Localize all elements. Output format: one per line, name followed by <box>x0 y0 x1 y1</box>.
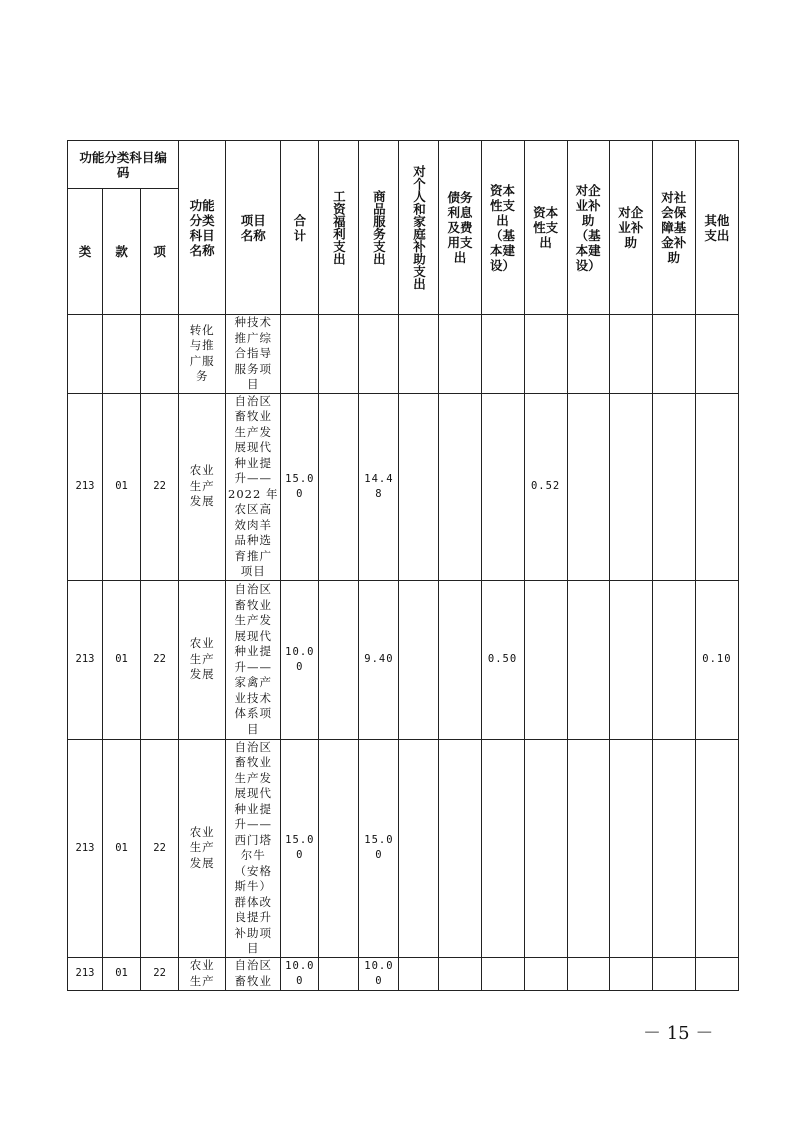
goods-header <box>359 141 399 315</box>
func-name-cell: 农业 生产 发展 <box>179 393 226 580</box>
func-name-cell: 农业 生产 <box>179 957 226 990</box>
xiang-cell: 22 <box>141 739 179 957</box>
other-cell <box>695 957 738 990</box>
enterprise-basic-cell <box>567 739 609 957</box>
table-row <box>68 315 739 394</box>
lei-cell: 213 <box>68 580 103 739</box>
project-name-cell: 自治区 畜牧业 生产发 展现代 种业提 升—— 2022 年 农区高 效肉羊 品种选 育推广 项目 <box>226 393 281 580</box>
capital-cell <box>524 739 567 957</box>
table-body <box>68 315 739 991</box>
debt-cell <box>439 315 481 394</box>
lei-header: 类 <box>68 189 103 315</box>
enterprise-cell <box>609 315 652 394</box>
table-row <box>68 957 739 990</box>
capital-cell <box>524 957 567 990</box>
wages-cell <box>319 580 359 739</box>
wages-header-text: 工资福利支出 <box>331 190 347 265</box>
personal-cell <box>399 393 439 580</box>
table-row <box>68 580 739 739</box>
kuan-cell: 01 <box>103 957 141 990</box>
func-name-cell: 农业 生产 发展 <box>179 580 226 739</box>
enterprise-cell <box>609 739 652 957</box>
debt-cell <box>439 957 481 990</box>
other-cell: 0.10 <box>695 580 738 739</box>
lei-cell: 213 <box>68 957 103 990</box>
project-name-cell: 自治区 畜牧业 生产发 展现代 种业提 升—— 西门塔 尔牛 （安格 斯牛） 群体改 良提升 补助项 目 <box>226 739 281 957</box>
enterprise-basic-cell <box>567 315 609 394</box>
capital-basic-cell <box>481 957 524 990</box>
enterprise-basic-header: 对企 业补 助 （基 本建 设） <box>567 141 609 315</box>
lei-cell: 213 <box>68 739 103 957</box>
budget-table <box>67 140 739 991</box>
social-cell <box>652 393 695 580</box>
func-name-header: 功能 分类 科目 名称 <box>179 141 226 315</box>
capital-cell <box>524 580 567 739</box>
xiang-cell <box>141 315 179 394</box>
wages-cell <box>319 957 359 990</box>
capital-header: 资本 性支 出 <box>524 141 567 315</box>
debt-cell <box>439 393 481 580</box>
project-name-cell: 种技术 推广综 合指导 服务项 目 <box>226 315 281 394</box>
table-row <box>68 393 739 580</box>
kuan-cell <box>103 315 141 394</box>
social-cell <box>652 315 695 394</box>
other-header: 其他 支出 <box>695 141 738 315</box>
kuan-cell: 01 <box>103 580 141 739</box>
enterprise-basic-cell <box>567 580 609 739</box>
capital-basic-cell <box>481 739 524 957</box>
capital-basic-cell <box>481 315 524 394</box>
project-name-cell: 自治区 畜牧业 生产发 展现代 种业提 升—— 家禽产 业技术 体系项 目 <box>226 580 281 739</box>
personal-cell <box>399 315 439 394</box>
other-cell <box>695 393 738 580</box>
social-cell <box>652 739 695 957</box>
wages-cell <box>319 315 359 394</box>
capital-basic-cell <box>481 393 524 580</box>
personal-cell <box>399 739 439 957</box>
personal-cell <box>399 580 439 739</box>
capital-cell <box>524 315 567 394</box>
kuan-cell: 01 <box>103 739 141 957</box>
func-name-cell: 农业 生产 发展 <box>179 739 226 957</box>
enterprise-basic-cell <box>567 957 609 990</box>
wages-cell <box>319 393 359 580</box>
personal-header <box>399 141 439 315</box>
func-name-cell: 转化 与推 广服 务 <box>179 315 226 394</box>
wages-header <box>319 141 359 315</box>
xiang-header: 项 <box>141 189 179 315</box>
other-cell <box>695 739 738 957</box>
lei-cell <box>68 315 103 394</box>
total-cell: 10.0 0 <box>281 580 319 739</box>
debt-cell <box>439 739 481 957</box>
debt-cell <box>439 580 481 739</box>
total-cell: 15.0 0 <box>281 393 319 580</box>
wages-cell <box>319 739 359 957</box>
xiang-cell: 22 <box>141 393 179 580</box>
total-header: 合 计 <box>281 141 319 315</box>
goods-cell: 14.4 8 <box>359 393 399 580</box>
kuan-header: 款 <box>103 189 141 315</box>
project-name-header: 项目 名称 <box>226 141 281 315</box>
goods-cell: 15.0 0 <box>359 739 399 957</box>
enterprise-cell <box>609 393 652 580</box>
total-cell: 15.0 0 <box>281 739 319 957</box>
capital-basic-cell: 0.50 <box>481 580 524 739</box>
enterprise-cell <box>609 957 652 990</box>
capital-cell: 0.52 <box>524 393 567 580</box>
goods-cell <box>359 315 399 394</box>
project-name-cell: 自治区 畜牧业 <box>226 957 281 990</box>
capital-basic-header: 资本 性支 出 （基 本建 设） <box>481 141 524 315</box>
total-cell <box>281 315 319 394</box>
lei-cell: 213 <box>68 393 103 580</box>
personal-header-text: 对个人和家庭补助支出 <box>411 165 427 290</box>
goods-header-text: 商品服务支出 <box>371 190 387 265</box>
debt-header: 债务 利息 及费 用支 出 <box>439 141 481 315</box>
xiang-cell: 22 <box>141 580 179 739</box>
total-cell: 10.0 0 <box>281 957 319 990</box>
other-cell <box>695 315 738 394</box>
enterprise-header: 对企 业补 助 <box>609 141 652 315</box>
social-cell <box>652 957 695 990</box>
enterprise-basic-cell <box>567 393 609 580</box>
personal-cell <box>399 957 439 990</box>
table-row <box>68 739 739 957</box>
enterprise-cell <box>609 580 652 739</box>
social-header: 对社 会保 障基 金补 助 <box>652 141 695 315</box>
social-cell <box>652 580 695 739</box>
page-number: － 15 － <box>643 1023 714 1044</box>
xiang-cell: 22 <box>141 957 179 990</box>
goods-cell: 10.0 0 <box>359 957 399 990</box>
kuan-cell: 01 <box>103 393 141 580</box>
goods-cell: 9.40 <box>359 580 399 739</box>
func-code-header: 功能分类科目编 码 <box>68 141 179 189</box>
